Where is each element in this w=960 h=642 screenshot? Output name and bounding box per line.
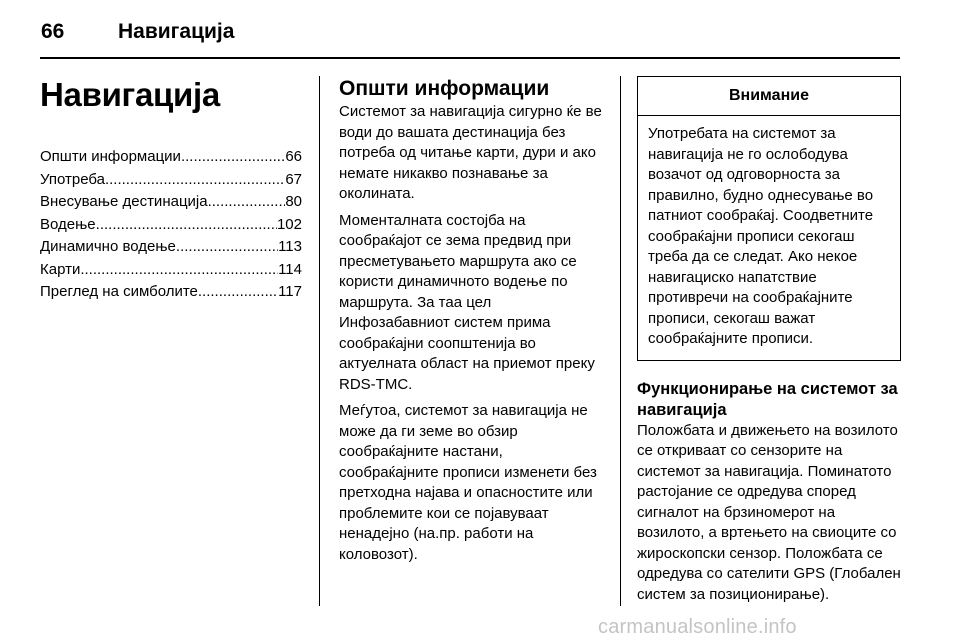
body-paragraph: Положбата и движењето на возилото се откриваат со сензорите на системот за навигација. Поминатото растојание се одредува според сигналот на брзиномерот на возилото, а вртењето на свиоците со жироскопски сензор. Положбата се одредува со сателити GPS (Глобален систем за позиционирање).	[637, 421, 901, 603]
toc-leader-dots	[176, 236, 278, 259]
toc-entry-page: 80	[285, 193, 302, 210]
header-rule	[40, 57, 900, 59]
toc-entry[interactable]	[40, 281, 302, 304]
page-number: 66	[41, 20, 65, 43]
function-heading: Функционирање на системот за навигација	[637, 379, 898, 419]
toc-entry-page: 117	[278, 283, 302, 300]
watermark: carmanualsonline.info	[598, 616, 797, 638]
toc-entry[interactable]	[40, 214, 302, 237]
toc-entry-label: Општи информации	[40, 148, 181, 165]
toc-entry-label: Преглед на симболите	[40, 283, 198, 300]
toc-leader-dots	[105, 169, 285, 192]
toc-entry-page: 67	[285, 170, 302, 188]
column-divider	[319, 76, 320, 606]
body-paragraph: Меѓутоа, системот за навигација не може да ги земе во обзир сообраќајните настани, сообраќајните прописи изменети без претходна најава и опасностите или проблемите кои се појавуваат ненадејно (на.пр. работи на коловозот).	[339, 402, 597, 563]
warning-title: Внимание	[638, 77, 900, 116]
toc-leader-dots	[198, 281, 278, 304]
left-column	[40, 75, 302, 304]
table-of-contents	[40, 146, 302, 304]
middle-column	[339, 76, 604, 571]
toc-entry-label: Динамично водење	[40, 238, 176, 255]
toc-leader-dots	[96, 214, 277, 237]
toc-entry[interactable]	[40, 259, 302, 282]
section-title: Навигација	[40, 76, 220, 113]
right-column	[637, 76, 901, 605]
toc-entry-page: 66	[285, 148, 302, 165]
body-paragraph: Системот за навигација сигурно ќе ве води до вашата дестинација без потреба од читање карти, дури и ако немате никакво познавање за околината.	[339, 103, 602, 202]
toc-entry[interactable]	[40, 236, 302, 259]
toc-entry-label: Карти	[40, 260, 81, 278]
toc-entry-label: Внесување дестинација	[40, 193, 208, 210]
toc-entry[interactable]	[40, 191, 302, 214]
toc-leader-dots	[208, 191, 286, 214]
toc-leader-dots	[181, 146, 285, 169]
toc-entry-label: Употреба	[40, 170, 105, 188]
toc-entry[interactable]	[40, 169, 302, 192]
warning-text: Употребата на системот за навигација не го ослободува возачот од одговорноста за правилно, будно однесување во патниот сообраќај. Соодветните сообраќајни прописи секогаш треба да се следат. Ако некое навигациско напатствие противречи на сообраќајните прописи, секогаш важат сообраќајните прописи.	[648, 125, 874, 347]
toc-leader-dots	[80, 259, 278, 282]
toc-entry-page: 113	[278, 238, 302, 255]
toc-entry-page: 102	[276, 215, 302, 233]
general-info-heading: Општи информации	[339, 77, 550, 100]
header-title: Навигација	[118, 20, 235, 43]
body-paragraph: Моменталната состојба на сообраќајот се зема предвид при пресметувањето маршрута ако се користи динамичното водење по маршрута. За таа цел Инфозабавниот систем прима сообраќајни соопштенија во актуелната област на приемот преку RDS-TMC.	[339, 211, 595, 393]
toc-entry[interactable]	[40, 146, 302, 169]
warning-box	[637, 76, 901, 361]
column-divider	[620, 76, 621, 606]
toc-entry-label: Водење	[40, 215, 96, 233]
toc-entry-page: 114	[278, 260, 302, 278]
